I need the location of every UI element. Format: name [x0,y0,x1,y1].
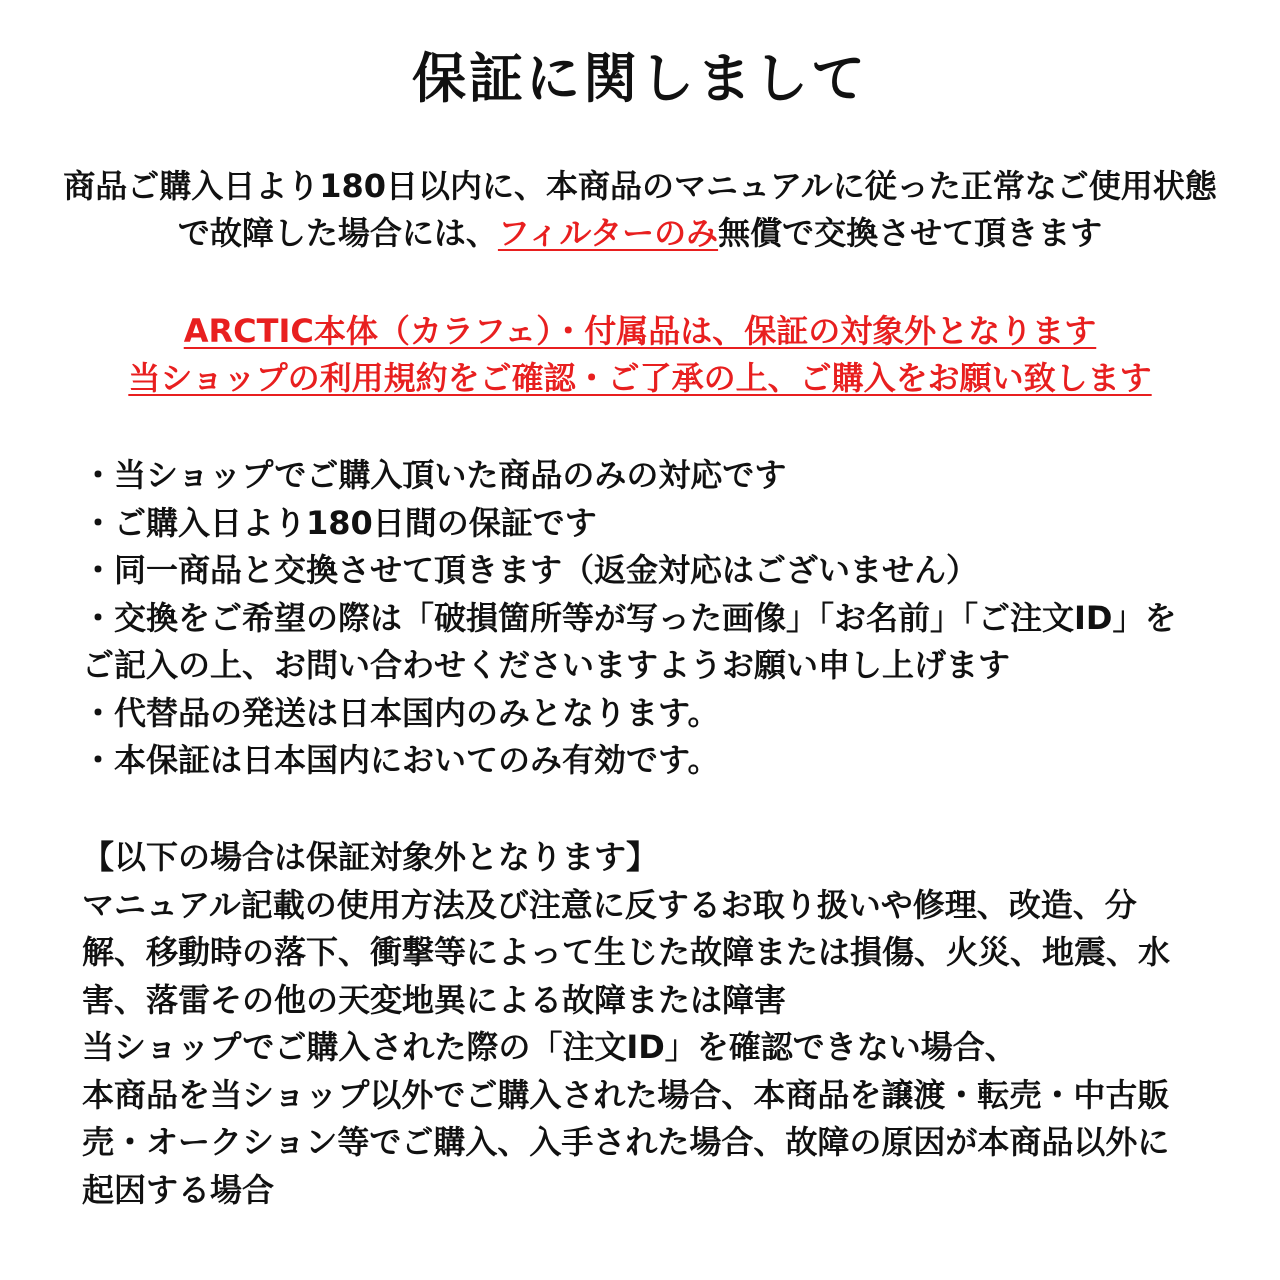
exclusions-section [82,834,1200,1214]
intro-text-after: 無償で交換させて頂きます [718,214,1103,252]
rule-item: ・当ショップでご購入頂いた商品のみの対応です [82,456,787,494]
warning-line-exclusion: ARCTIC本体（カラフェ）・付属品は、保証の対象外となります [183,312,1097,350]
warning-line-terms: 当ショップの利用規約をご確認・ご了承の上、ご購入をお願い致します [128,359,1152,397]
rule-item: ・代替品の発送は日本国内のみとなります。 [82,693,720,732]
exclusion-paragraph: 本商品を当ショップ以外でご購入された場合、本商品を譲渡・転売・中古販売・オークション等でご購入、入手された場合、故障の原因が本商品以外に起因する場合 [82,1075,1170,1209]
exclusion-paragraph: マニュアル記載の使用方法及び注意に反するお取り扱いや修理、改造、分解、移動時の落下、衝撃等によって生じた故障または損傷、火災、地震、水害、落雷その他の天変地異による故障または障害 [82,885,1171,1019]
intro-highlight-filter-only: フィルターのみ [497,214,719,252]
exclusion-paragraph: 当ショップでご購入された際の「注文ID」を確認できない場合、 [82,1028,1017,1066]
rule-item: ・交換をご希望の際は「破損箇所等が写った画像」「お名前」「ご注文ID」をご記入の上、お問い合わせくださいますようお願い申し上げます [82,598,1177,684]
rule-item: ・ご購入日より180日間の保証です [82,503,597,542]
warranty-rules-list [82,452,1200,785]
page-title: 保証に関しまして [412,47,868,110]
rule-item: ・本保証は日本国内においてのみ有効です。 [82,741,720,779]
intro-text-before: 商品ご購入日より180日以内に、本商品のマニュアルに従った正常なご使用状態で故障した場合には、 [63,167,1217,252]
warranty-intro [60,163,1220,257]
rule-item: ・同一商品と交換させて頂きます（返金対応はございません） [82,551,979,589]
exclusions-heading: 【以下の場合は保証対象外となります】 [82,838,659,876]
warning-notice [40,308,1240,402]
